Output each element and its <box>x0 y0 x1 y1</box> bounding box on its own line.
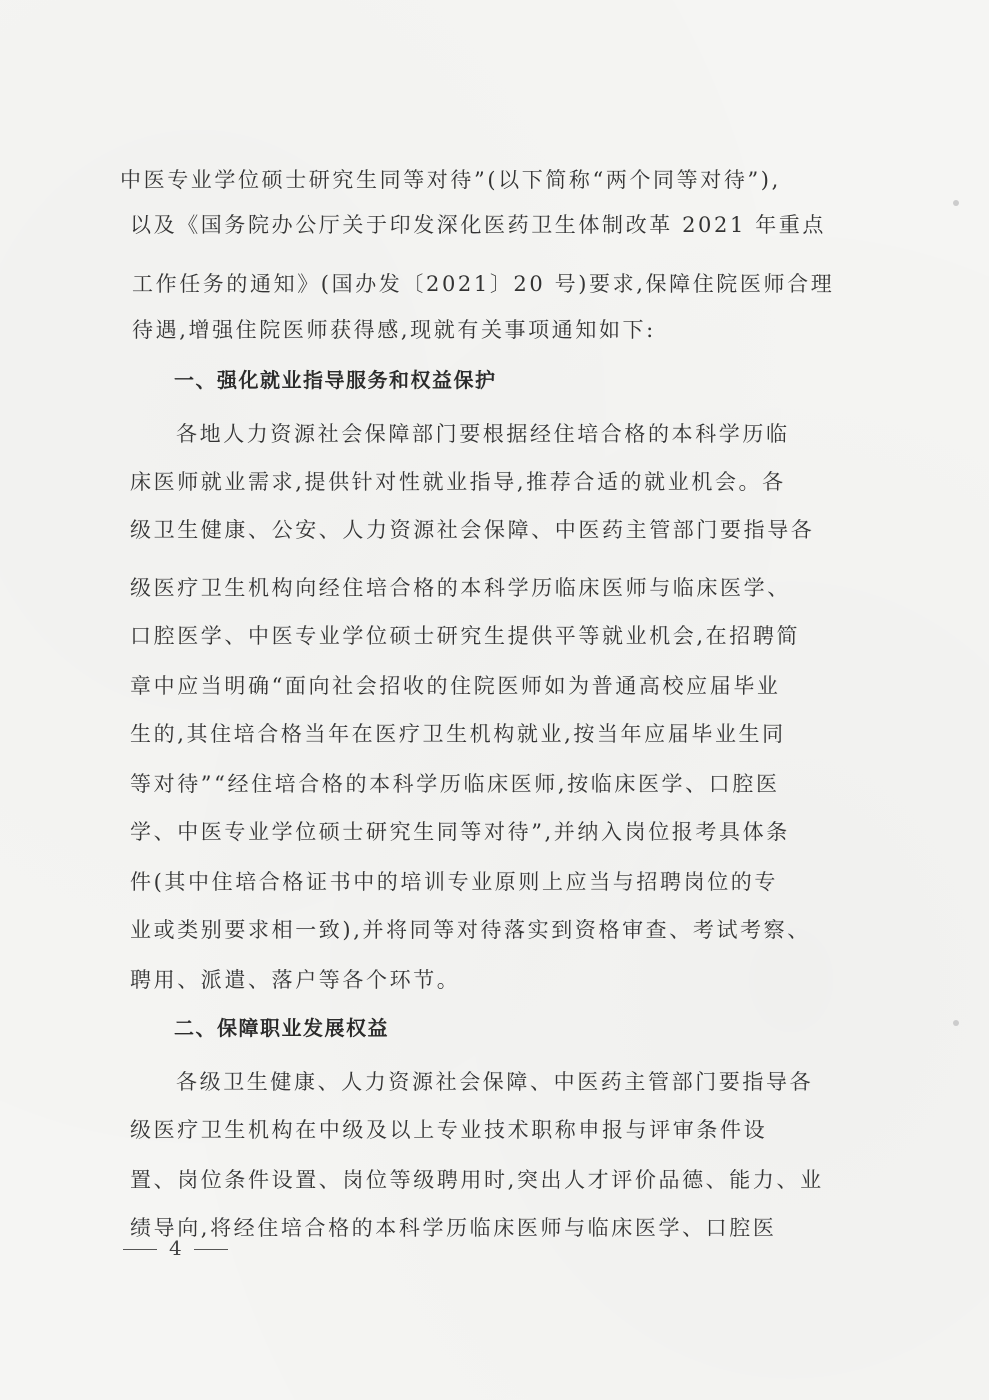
body-line: 级医疗卫生机构向经住培合格的本科学历临床医师与临床医学、 <box>130 576 791 600</box>
body-line: 业或类别要求相一致),并将同等对待落实到资格审查、考试考察、 <box>130 918 811 942</box>
body-line: 件(其中住培合格证书中的培训专业原则上应当与招聘岗位的专 <box>130 870 778 894</box>
section-heading-1: 一、强化就业指导服务和权益保护 <box>174 368 497 392</box>
body-line: 学、中医专业学位硕士研究生同等对待”,并纳入岗位报考具体条 <box>130 820 790 844</box>
page-number-dash-left <box>123 1249 157 1250</box>
body-line: 聘用、派遣、落户等各个环节。 <box>130 968 461 992</box>
section-heading-2: 二、保障职业发展权益 <box>174 1016 389 1040</box>
body-line: 级卫生健康、公安、人力资源社会保障、中医药主管部门要指导各 <box>130 518 815 542</box>
body-line: 以及《国务院办公厅关于印发深化医药卫生体制改革 2021 年重点 <box>130 213 826 237</box>
body-line: 各级卫生健康、人力资源社会保障、中医药主管部门要指导各 <box>176 1070 814 1094</box>
body-line: 床医师就业需求,提供针对性就业指导,推荐合适的就业机会。各 <box>130 470 786 494</box>
page-number-value: 4 <box>169 1236 182 1260</box>
body-line: 中医专业学位硕士研究生同等对待”(以下简称“两个同等对待”), <box>120 168 781 192</box>
page-number <box>123 1236 228 1260</box>
body-line: 口腔医学、中医专业学位硕士研究生提供平等就业机会,在招聘简 <box>130 624 801 648</box>
body-line: 级医疗卫生机构在中级及以上专业技术职称申报与评审条件设 <box>130 1118 768 1142</box>
scan-mark <box>953 200 959 206</box>
body-line: 绩导向,将经住培合格的本科学历临床医师与临床医学、口腔医 <box>130 1216 777 1240</box>
scan-mark <box>953 1020 959 1026</box>
body-line: 生的,其住培合格当年在医疗卫生机构就业,按当年应届毕业生同 <box>130 722 786 746</box>
page-number-dash-right <box>194 1249 228 1250</box>
body-line: 章中应当明确“面向社会招收的住院医师如为普通高校应届毕业 <box>130 674 781 698</box>
body-line: 置、岗位条件设置、岗位等级聘用时,突出人才评价品德、能力、业 <box>130 1168 824 1192</box>
body-line: 待遇,增强住院医师获得感,现就有关事项通知如下: <box>132 318 656 342</box>
body-line: 各地人力资源社会保障部门要根据经住培合格的本科学历临 <box>176 422 790 446</box>
body-line: 工作任务的通知》(国办发〔2021〕20 号)要求,保障住院医师合理 <box>132 272 835 296</box>
body-line: 等对待”“经住培合格的本科学历临床医师,按临床医学、口腔医 <box>130 772 780 796</box>
